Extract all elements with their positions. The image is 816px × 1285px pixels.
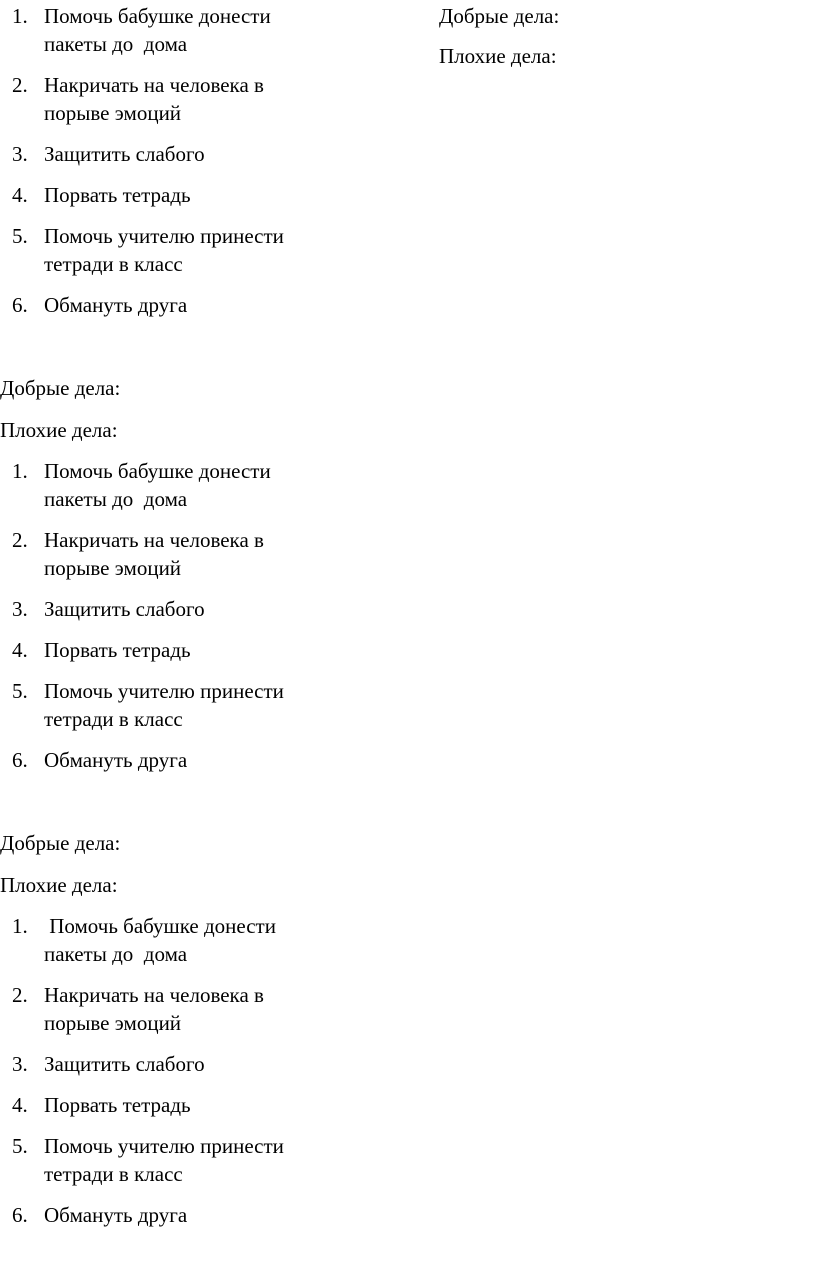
list-item (0, 1050, 340, 1078)
item-text-continued: тетради в класс (44, 252, 183, 276)
item-text: Накричать на человека в (44, 983, 264, 1007)
task-list-2 (0, 457, 340, 787)
item-number: 4. (12, 1093, 28, 1117)
list-item (0, 912, 340, 968)
item-text: Обмануть друга (44, 293, 188, 317)
item-text-continued: пакеты до дома (44, 942, 188, 966)
item-number: 2. (12, 528, 28, 552)
item-text-continued: порыве эмоций (44, 556, 182, 580)
item-text: Накричать на человека в (44, 73, 264, 97)
good-deeds-label: Добрые дела: (0, 831, 121, 855)
item-text-continued: пакеты до дома (44, 487, 188, 511)
item-number: 1. (12, 914, 28, 938)
bad-deeds-label: Плохие дела: (0, 873, 118, 897)
item-text: Помочь учителю принести (44, 679, 284, 703)
list-item (0, 746, 340, 774)
item-text-continued: пакеты до дома (44, 32, 188, 56)
item-text-continued: порыве эмоций (44, 1011, 182, 1035)
list-item (0, 636, 340, 664)
item-number: 6. (12, 293, 28, 317)
item-text: Порвать тетрадь (44, 1093, 191, 1117)
item-text: Накричать на человека в (44, 528, 264, 552)
list-item (0, 677, 340, 733)
item-number: 4. (12, 638, 28, 662)
item-text: Защитить слабого (44, 1052, 205, 1076)
item-text: Защитить слабого (44, 142, 205, 166)
item-number: 4. (12, 183, 28, 207)
list-item (0, 595, 340, 623)
task-list-3 (0, 912, 340, 1242)
item-text: Помочь бабушке донести (44, 459, 271, 483)
item-text: Защитить слабого (44, 597, 205, 621)
list-item (0, 181, 340, 209)
list-item (0, 291, 340, 319)
item-number: 2. (12, 983, 28, 1007)
item-text: Обмануть друга (44, 1203, 188, 1227)
item-text: Помочь учителю принести (44, 224, 284, 248)
list-item (0, 1091, 340, 1119)
list-item (0, 1201, 340, 1229)
item-number: 1. (12, 459, 28, 483)
item-text-continued: тетради в класс (44, 1162, 183, 1186)
list-item (0, 2, 340, 58)
task-list-1 (0, 2, 340, 332)
list-item (0, 457, 340, 513)
item-text: Помочь учителю принести (44, 1134, 284, 1158)
item-text-continued: порыве эмоций (44, 101, 182, 125)
item-number: 1. (12, 4, 28, 28)
item-text: Помочь бабушке донести (44, 914, 276, 938)
list-item (0, 140, 340, 168)
list-item (0, 1132, 340, 1188)
item-text: Обмануть друга (44, 748, 188, 772)
item-number: 5. (12, 1134, 28, 1158)
item-text: Порвать тетрадь (44, 638, 191, 662)
good-deeds-label: Добрые дела: (0, 376, 121, 400)
list-item (0, 71, 340, 127)
item-number: 5. (12, 224, 28, 248)
item-number: 5. (12, 679, 28, 703)
bad-deeds-label: Плохие дела: (439, 44, 557, 68)
list-item (0, 526, 340, 582)
list-item (0, 222, 340, 278)
bad-deeds-label: Плохие дела: (0, 418, 118, 442)
item-text: Помочь бабушке донести (44, 4, 271, 28)
item-text: Порвать тетрадь (44, 183, 191, 207)
item-number: 2. (12, 73, 28, 97)
item-number: 6. (12, 748, 28, 772)
item-number: 3. (12, 1052, 28, 1076)
item-number: 3. (12, 597, 28, 621)
item-text-continued: тетради в класс (44, 707, 183, 731)
item-number: 6. (12, 1203, 28, 1227)
item-number: 3. (12, 142, 28, 166)
list-item (0, 981, 340, 1037)
good-deeds-label: Добрые дела: (439, 4, 560, 28)
